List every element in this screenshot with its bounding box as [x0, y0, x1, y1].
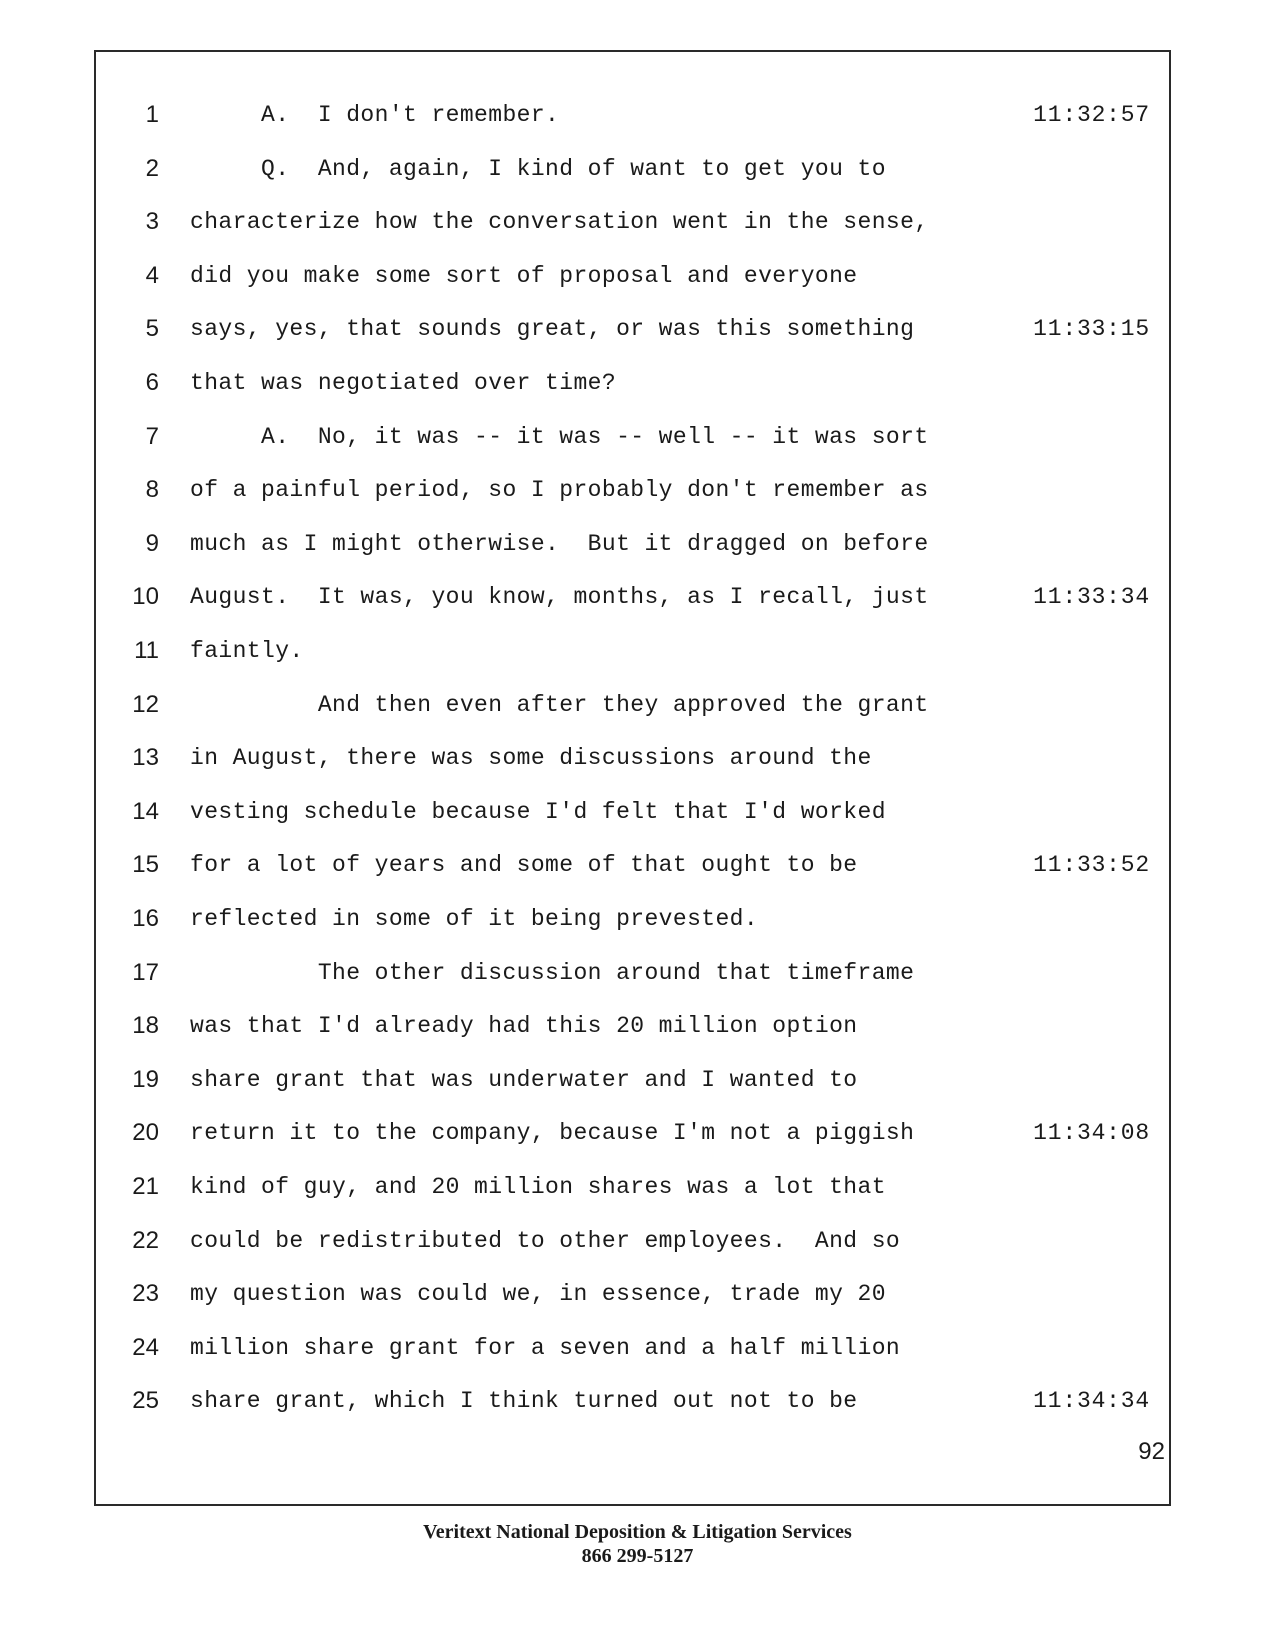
line-number: 7	[145, 422, 159, 450]
line-text: vesting schedule because I'd felt that I'd worked	[190, 798, 886, 825]
transcript-line	[0, 1221, 1275, 1261]
line-number: 6	[145, 369, 159, 396]
line-text: Q. And, again, I kind of want to get you to	[190, 155, 886, 182]
transcript-line	[0, 363, 1275, 403]
line-number: 12	[132, 690, 159, 718]
line-number: 16	[132, 905, 159, 932]
line-number: 22	[132, 1226, 159, 1254]
transcript-line	[0, 738, 1275, 778]
line-number: 19	[132, 1065, 159, 1093]
line-text: that was negotiated over time?	[190, 370, 617, 396]
line-text: faintly.	[190, 638, 304, 664]
line-number: 18	[132, 1012, 159, 1040]
transcript-line	[0, 631, 1275, 671]
line-text: my question was could we, in essence, trade my 20	[190, 1281, 886, 1308]
line-number: 3	[145, 208, 159, 236]
transcript-line	[0, 95, 1275, 135]
line-text: A. No, it was -- it was -- well -- it was sort	[190, 423, 929, 450]
transcript-line	[0, 202, 1275, 242]
line-text: kind of guy, and 20 million shares was a lot that	[190, 1174, 886, 1200]
line-number: 11	[134, 637, 159, 664]
line-number: 20	[132, 1119, 159, 1147]
line-number: 17	[132, 958, 159, 986]
line-number: 8	[145, 476, 159, 504]
line-text: And then even after they approved the grant	[190, 691, 929, 718]
line-number: 4	[145, 261, 159, 289]
footer-phone-number: 866 299-5127	[581, 1545, 694, 1567]
line-text: The other discussion around that timeframe	[190, 959, 915, 986]
transcript-line	[0, 256, 1275, 296]
timestamp: 11:33:52	[1033, 852, 1150, 879]
line-text: August. It was, you know, months, as I recall, just	[190, 584, 929, 611]
line-number: 10	[132, 583, 159, 611]
timestamp: 11:34:34	[1033, 1388, 1150, 1415]
line-number: 9	[145, 529, 159, 557]
transcript-line	[0, 792, 1275, 832]
timestamp: 11:32:57	[1033, 102, 1150, 128]
transcript-line	[0, 524, 1275, 564]
line-text: could be redistributed to other employees. And so	[190, 1227, 901, 1254]
transcript-line	[0, 1113, 1275, 1153]
line-number: 14	[132, 797, 159, 825]
line-text: A. I don't remember.	[190, 102, 560, 128]
transcript-line	[0, 953, 1275, 993]
transcript-line	[0, 577, 1275, 617]
transcript-line	[0, 1274, 1275, 1314]
transcript-line	[0, 1006, 1275, 1046]
footer-company-name: Veritext National Deposition & Litigation Services	[423, 1521, 852, 1543]
transcript-line	[0, 899, 1275, 939]
line-text: did you make some sort of proposal and everyone	[190, 262, 858, 289]
transcript-line	[0, 1381, 1275, 1421]
line-number: 24	[132, 1333, 159, 1361]
transcript-line	[0, 1328, 1275, 1368]
line-text: was that I'd already had this 20 million option	[190, 1013, 858, 1040]
line-text: in August, there was some discussions around the	[190, 745, 872, 772]
line-number: 2	[145, 154, 159, 182]
line-text: characterize how the conversation went in the sense,	[190, 209, 929, 236]
line-text: return it to the company, because I'm not a piggish	[190, 1120, 915, 1147]
transcript-line	[0, 1167, 1275, 1207]
timestamp: 11:33:34	[1033, 584, 1150, 611]
line-text: million share grant for a seven and a half million	[190, 1334, 901, 1361]
transcript-line	[0, 1060, 1275, 1100]
line-number: 15	[132, 851, 159, 879]
transcript-line	[0, 417, 1275, 457]
timestamp: 11:33:15	[1033, 316, 1150, 343]
page-number: 92	[1138, 1438, 1165, 1465]
line-number: 13	[132, 744, 159, 772]
timestamp: 11:34:08	[1033, 1120, 1150, 1147]
transcript-line	[0, 470, 1275, 510]
line-number: 25	[132, 1387, 159, 1415]
transcript-line	[0, 845, 1275, 885]
line-text: share grant that was underwater and I wanted to	[190, 1066, 858, 1093]
line-text: says, yes, that sounds great, or was this something	[190, 316, 915, 343]
line-number: 5	[145, 315, 159, 343]
line-text: share grant, which I think turned out not to be	[190, 1388, 858, 1415]
transcript-line	[0, 685, 1275, 725]
line-text: of a painful period, so I probably don't remember as	[190, 477, 929, 504]
line-text: reflected in some of it being prevested.	[190, 906, 759, 932]
line-number: 1	[145, 101, 159, 128]
line-number: 21	[132, 1173, 159, 1200]
line-number: 23	[132, 1280, 159, 1308]
transcript-line	[0, 149, 1275, 189]
transcript-line	[0, 309, 1275, 349]
line-text: for a lot of years and some of that ought to be	[190, 852, 858, 879]
line-text: much as I might otherwise. But it dragged on before	[190, 530, 929, 557]
